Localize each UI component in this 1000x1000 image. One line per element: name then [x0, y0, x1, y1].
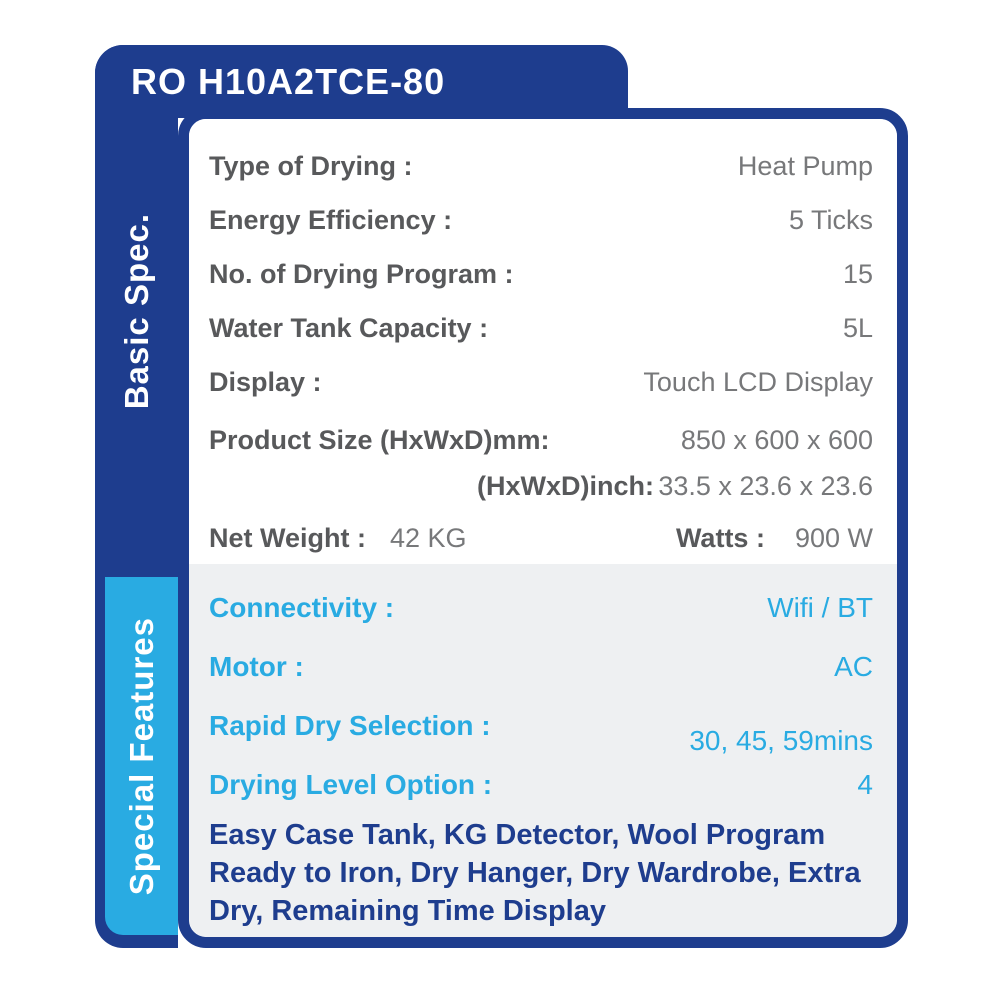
table-row	[209, 463, 873, 509]
table-row	[209, 417, 873, 463]
spec-label: Type of Drying :	[209, 150, 413, 181]
feature-label: Drying Level Option :	[209, 768, 493, 800]
table-row	[209, 515, 873, 561]
table-row	[209, 637, 873, 696]
size-inch-label: (HxWxD)inch:	[477, 470, 654, 501]
feature-description: Easy Case Tank, KG Detector, Wool Program Ready to Iron, Dry Hanger, Dry Wardrobe, Extra Dry, Remaining Time Display	[209, 819, 861, 927]
special-features-sidebar	[105, 577, 178, 935]
spec-value: 5 Ticks	[788, 204, 873, 235]
basic-spec-sidebar-label: Basic Spec.	[117, 212, 155, 410]
table-row	[209, 696, 873, 755]
size-inch-value: 33.5 x 23.6 x 23.6	[658, 470, 873, 501]
table-row	[209, 578, 873, 637]
watts-pair	[676, 523, 873, 554]
table-row	[209, 139, 873, 193]
spec-label: Display :	[209, 366, 322, 397]
spec-label: Water Tank Capacity :	[209, 312, 489, 343]
spec-value: 15	[842, 258, 873, 289]
product-size-block	[209, 417, 873, 509]
table-row	[209, 755, 873, 814]
feature-value: AC	[834, 650, 873, 682]
feature-value: 4	[857, 768, 873, 800]
model-header-tab	[95, 45, 628, 118]
spec-label: No. of Drying Program :	[209, 258, 514, 289]
table-row	[209, 247, 873, 301]
basic-spec-section	[189, 119, 897, 564]
feature-label: Rapid Dry Selection :	[209, 709, 491, 741]
table-row	[209, 301, 873, 355]
special-features-sidebar-label: Special Features	[122, 616, 160, 896]
table-row	[209, 355, 873, 409]
table-row	[209, 193, 873, 247]
spec-panel	[178, 108, 908, 948]
feature-value: Wifi / BT	[767, 591, 873, 623]
spec-value: Touch LCD Display	[643, 366, 873, 397]
model-name: RO H10A2TCE-80	[131, 60, 446, 102]
size-mm-value: 850 x 600 x 600	[680, 424, 873, 455]
spec-value: Heat Pump	[737, 150, 873, 181]
basic-spec-sidebar	[95, 45, 178, 577]
product-spec-card	[95, 45, 908, 948]
watts-label: Watts :	[675, 522, 765, 553]
spec-label: Energy Efficiency :	[209, 204, 453, 235]
size-mm-label: Product Size (HxWxD)mm:	[209, 424, 550, 455]
spec-value: 5L	[842, 312, 873, 343]
net-weight-pair	[209, 523, 467, 554]
special-features-section	[189, 564, 897, 937]
watts-value: 900 W	[794, 522, 873, 553]
feature-label: Connectivity :	[209, 591, 395, 623]
net-weight-label: Net Weight :	[209, 522, 366, 553]
special-features-sidebar-frame	[95, 577, 178, 948]
net-weight-value: 42 KG	[390, 522, 467, 553]
feature-label: Motor :	[209, 650, 304, 682]
feature-value: 30, 45, 59mins	[689, 724, 873, 756]
